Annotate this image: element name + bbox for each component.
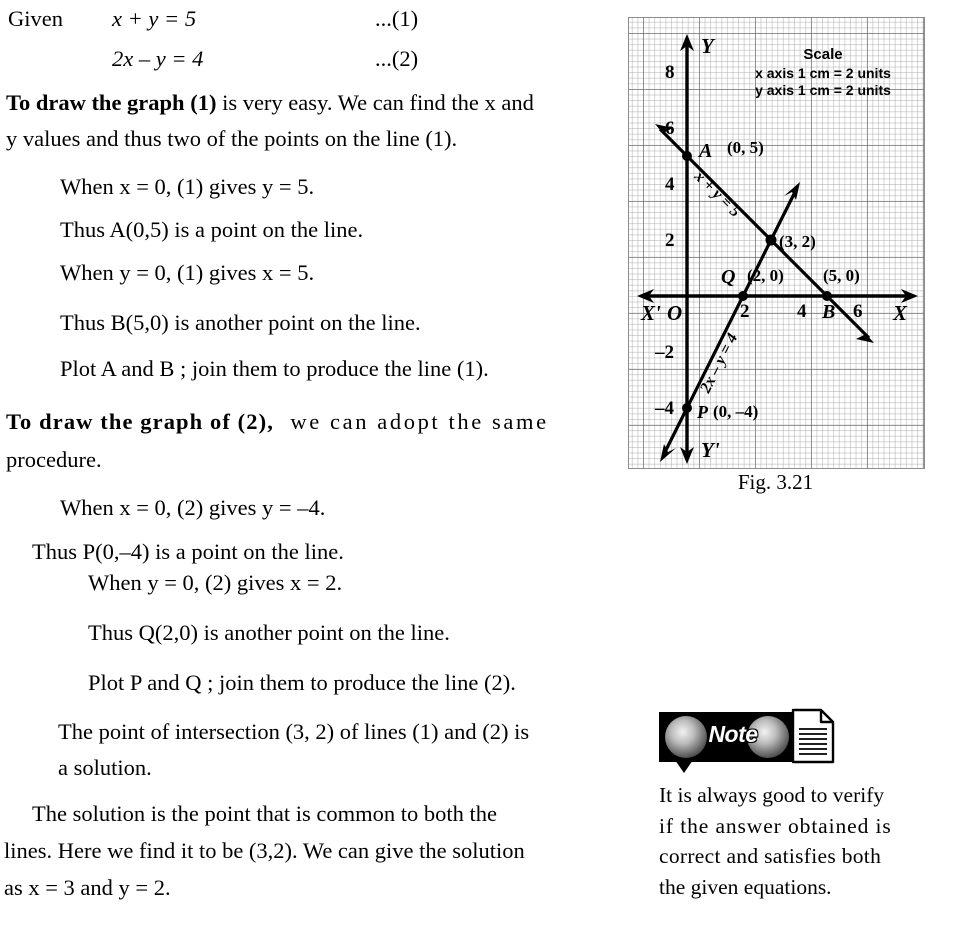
equation-1: x + y = 5 <box>112 6 197 31</box>
point-coord-Q: (2, 0) <box>747 266 784 285</box>
step-when-x0-eq1: When x = 0, (1) gives y = 5. <box>60 174 315 199</box>
paragraph-2-rest: we can adopt the same <box>290 409 549 434</box>
figure-caption: Fig. 3.21 <box>737 470 814 494</box>
step-plot-PQ: Plot P and Q ; join them to produce the line (2). <box>88 670 516 695</box>
note-text-line-4: the given equations. <box>659 874 832 899</box>
step-plot-AB: Plot A and B ; join them to produce the line (1). <box>60 356 489 381</box>
y-tick-label-neg2: –2 <box>655 342 674 363</box>
scale-note-x: x axis 1 cm = 2 units <box>755 64 891 81</box>
note-badge-label: Note <box>708 721 758 747</box>
y-tick-label-2: 2 <box>665 230 675 251</box>
y-tick-label-8: 8 <box>665 62 675 83</box>
conclusion-2-line-3: as x = 3 and y = 2. <box>4 875 171 900</box>
y-tick-label-4: 4 <box>665 174 675 195</box>
line-x-plus-y-equals-5 <box>660 129 869 338</box>
note-badge <box>659 708 834 770</box>
point-A-dot <box>682 151 692 161</box>
conclusion-2-line-1: The solution is the point that is common to both the <box>32 801 497 826</box>
point-Q-dot <box>738 291 748 301</box>
paragraph-2-line-1 <box>6 411 610 434</box>
x-tick-label-4: 4 <box>797 301 807 322</box>
scale-note-y: y axis 1 cm = 2 units <box>755 82 891 99</box>
point-name-P: P <box>697 402 708 422</box>
step-when-x0-eq2: When x = 0, (2) gives y = –4. <box>60 495 326 520</box>
point-coord-A: (0, 5) <box>727 138 764 157</box>
equation-2-ref: ...(2) <box>375 46 419 71</box>
paragraph-1-bold-lead: To draw the graph (1) <box>6 90 217 115</box>
point-intersection-dot <box>766 235 777 246</box>
axis-label-origin: O <box>667 301 683 325</box>
point-coord-intersection: (3, 2) <box>779 232 816 251</box>
equation-1-ref: ...(1) <box>375 6 419 31</box>
note-badge-tail <box>675 760 693 773</box>
point-B-dot <box>822 291 832 301</box>
y-tick-label-neg4: –4 <box>655 398 674 419</box>
conclusion-1-line-1: The point of intersection (3, 2) of lines (1) and (2) is <box>58 719 530 744</box>
point-name-Q: Q <box>721 266 736 288</box>
axis-label-y-negative: Y' <box>701 438 720 462</box>
scale-note <box>725 46 921 100</box>
paragraph-1-line-1 <box>6 92 534 115</box>
paragraph-2-line-2: procedure. <box>6 447 102 472</box>
paragraph-2-bold-lead: To draw the graph of (2), <box>6 409 274 434</box>
step-point-P: Thus P(0,–4) is a point on the line. <box>32 539 344 564</box>
axis-label-y-positive: Y <box>701 34 714 58</box>
y-tick-label-6: 6 <box>665 118 675 139</box>
paragraph-1-line-2: y values and thus two of the points on the line (1). <box>6 126 458 151</box>
point-P-dot <box>682 403 692 413</box>
axis-label-x-negative: X' <box>641 301 661 325</box>
step-when-y0-eq1: When y = 0, (1) gives x = 5. <box>60 260 315 285</box>
note-block <box>659 708 963 902</box>
equation-label-line-1: x + y = 5 <box>690 168 744 221</box>
given-label: Given <box>8 6 63 31</box>
x-tick-label-6: 6 <box>853 301 863 322</box>
note-text-line-1: It is always good to verify <box>659 783 885 807</box>
step-when-y0-eq2: When y = 0, (2) gives x = 2. <box>88 570 343 595</box>
axis-label-x-positive: X <box>893 301 908 325</box>
equation-label-line-2: 2x – y = 4 <box>697 330 742 396</box>
step-point-B: Thus B(5,0) is another point on the line. <box>60 310 421 335</box>
note-text-line-2: if the answer obtained is <box>659 813 892 838</box>
equation-2: 2x – y = 4 <box>112 46 204 71</box>
conclusion-2-line-2: lines. Here we find it to be (3,2). We can give the solution <box>4 838 525 863</box>
step-point-A: Thus A(0,5) is a point on the line. <box>60 217 364 242</box>
point-name-A: A <box>699 140 713 162</box>
conclusion-1-line-2: a solution. <box>58 755 152 780</box>
point-coord-P: (0, –4) <box>713 402 759 421</box>
scale-note-title: Scale <box>803 46 843 63</box>
coordinate-graph <box>628 17 925 469</box>
paragraph-1-rest: is very easy. We can find the x and <box>216 90 534 115</box>
note-text-line-3: correct and satisfies both <box>659 844 882 869</box>
document-icon <box>791 708 835 764</box>
point-name-B: B <box>822 301 836 323</box>
x-tick-label-2: 2 <box>740 301 750 322</box>
point-coord-B: (5, 0) <box>823 266 860 285</box>
figure-panel <box>625 0 963 500</box>
step-point-Q: Thus Q(2,0) is another point on the line. <box>88 620 450 645</box>
note-text <box>659 780 963 902</box>
